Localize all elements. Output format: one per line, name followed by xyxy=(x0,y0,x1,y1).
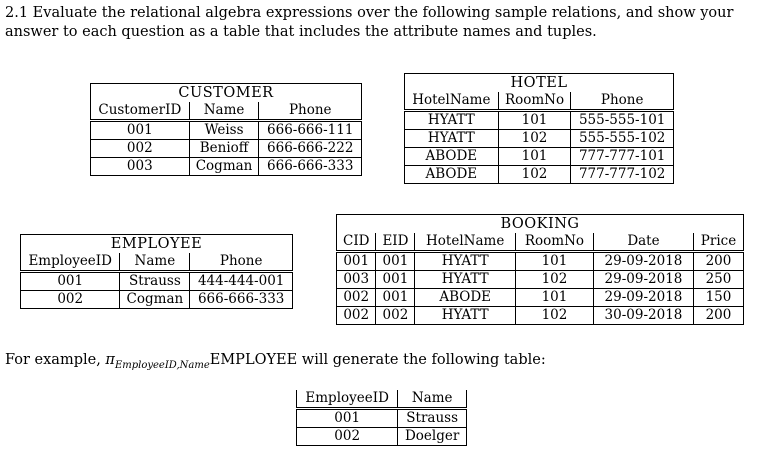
hotel-cell: 101 xyxy=(498,148,571,166)
customer-cell: Weiss xyxy=(189,121,259,140)
hotel-column-header: RoomNo xyxy=(498,92,571,111)
booking-cell: ABODE xyxy=(415,289,516,307)
customer-cell: 003 xyxy=(91,158,190,176)
customer-cell: 666-666-222 xyxy=(259,140,362,158)
booking-cell: 29-09-2018 xyxy=(593,252,693,271)
booking-cell: 001 xyxy=(376,252,415,271)
example-text xyxy=(5,351,705,375)
customer-row xyxy=(91,121,362,140)
booking-column-header: RoomNo xyxy=(515,233,593,252)
projection-attributes: EmployeeID,Name xyxy=(114,359,210,371)
customer-cell: 002 xyxy=(91,140,190,158)
booking-column-header: EID xyxy=(376,233,415,252)
hotel-cell: ABODE xyxy=(405,166,499,184)
booking-cell: 002 xyxy=(376,307,415,325)
hotel-cell: HYATT xyxy=(405,111,499,130)
customer-table xyxy=(90,83,362,176)
hotel-row xyxy=(405,130,674,148)
hotel-row xyxy=(405,148,674,166)
hotel-cell: 777-777-101 xyxy=(571,148,674,166)
booking-cell: 250 xyxy=(693,271,743,289)
customer-column-header: CustomerID xyxy=(91,102,190,121)
customer-title: CUSTOMER xyxy=(91,84,362,103)
booking-cell: 150 xyxy=(693,289,743,307)
employee-cell: Cogman xyxy=(120,291,190,309)
booking-row xyxy=(337,289,744,307)
customer-column-header: Phone xyxy=(259,102,362,121)
booking-cell: 29-09-2018 xyxy=(593,289,693,307)
booking-cell: 29-09-2018 xyxy=(593,271,693,289)
example-relation: EMPLOYEE xyxy=(209,352,298,368)
booking-cell: HYATT xyxy=(415,271,516,289)
booking-row xyxy=(337,252,744,271)
employee-title: EMPLOYEE xyxy=(21,235,293,254)
employee-column-header: Name xyxy=(120,253,190,272)
booking-cell: 001 xyxy=(337,252,376,271)
booking-cell: 001 xyxy=(376,271,415,289)
hotel-cell: 777-777-102 xyxy=(571,166,674,184)
booking-cell: HYATT xyxy=(415,252,516,271)
hotel-row xyxy=(405,111,674,130)
hotel-cell: 555-555-101 xyxy=(571,111,674,130)
projection-symbol: π xyxy=(105,352,115,368)
employee-row xyxy=(21,291,293,309)
result-row xyxy=(297,428,467,446)
question-text: 2.1 Evaluate the relational algebra expressions over the following sample relations, and show your answer to each question as a table that includes the attribute names and tuples. xyxy=(5,5,734,40)
employee-column-header: Phone xyxy=(190,253,293,272)
customer-cell: 001 xyxy=(91,121,190,140)
booking-cell: 101 xyxy=(515,289,593,307)
booking-cell: 200 xyxy=(693,307,743,325)
hotel-cell: HYATT xyxy=(405,130,499,148)
result-column-header: EmployeeID xyxy=(297,390,398,409)
booking-cell: 200 xyxy=(693,252,743,271)
result-cell: Doelger xyxy=(398,428,467,446)
hotel-column-header: HotelName xyxy=(405,92,499,111)
result-cell: 001 xyxy=(297,409,398,428)
booking-cell: 001 xyxy=(376,289,415,307)
employee-row xyxy=(21,272,293,291)
hotel-cell: 102 xyxy=(498,130,571,148)
example-prefix: For example, xyxy=(5,352,106,368)
customer-cell: Benioff xyxy=(189,140,259,158)
booking-cell: 102 xyxy=(515,271,593,289)
customer-cell: 666-666-111 xyxy=(259,121,362,140)
employee-cell: 444-444-001 xyxy=(190,272,293,291)
booking-cell: 002 xyxy=(337,307,376,325)
booking-column-header: HotelName xyxy=(415,233,516,252)
booking-cell: HYATT xyxy=(415,307,516,325)
employee-cell: Strauss xyxy=(120,272,190,291)
employee-column-header: EmployeeID xyxy=(21,253,120,272)
result-column-header: Name xyxy=(398,390,467,409)
customer-row xyxy=(91,158,362,176)
hotel-cell: 101 xyxy=(498,111,571,130)
booking-cell: 30-09-2018 xyxy=(593,307,693,325)
booking-row xyxy=(337,307,744,325)
hotel-cell: ABODE xyxy=(405,148,499,166)
booking-column-header: Date xyxy=(593,233,693,252)
customer-column-header: Name xyxy=(189,102,259,121)
booking-table xyxy=(336,214,744,325)
booking-column-header: CID xyxy=(337,233,376,252)
booking-cell: 003 xyxy=(337,271,376,289)
employee-cell: 001 xyxy=(21,272,120,291)
result-table xyxy=(296,390,467,446)
booking-column-header: Price xyxy=(693,233,743,252)
booking-cell: 102 xyxy=(515,307,593,325)
customer-cell: Cogman xyxy=(189,158,259,176)
employee-cell: 666-666-333 xyxy=(190,291,293,309)
customer-row xyxy=(91,140,362,158)
hotel-row xyxy=(405,166,674,184)
result-cell: Strauss xyxy=(398,409,467,428)
result-cell: 002 xyxy=(297,428,398,446)
hotel-cell: 102 xyxy=(498,166,571,184)
booking-title: BOOKING xyxy=(337,215,744,234)
result-row xyxy=(297,409,467,428)
booking-row xyxy=(337,271,744,289)
employee-table xyxy=(20,234,293,309)
example-suffix: will generate the following table: xyxy=(297,352,546,368)
hotel-table xyxy=(404,73,674,184)
booking-cell: 101 xyxy=(515,252,593,271)
booking-cell: 002 xyxy=(337,289,376,307)
employee-cell: 002 xyxy=(21,291,120,309)
hotel-column-header: Phone xyxy=(571,92,674,111)
hotel-title: HOTEL xyxy=(405,74,674,93)
hotel-cell: 555-555-102 xyxy=(571,130,674,148)
customer-cell: 666-666-333 xyxy=(259,158,362,176)
